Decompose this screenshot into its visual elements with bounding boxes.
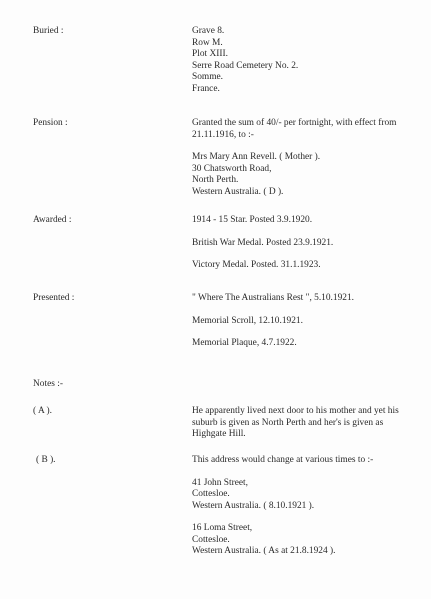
address1-street: 41 John Street, <box>192 477 248 488</box>
note-b-text-block <box>192 455 414 558</box>
burial-row: Row M. <box>192 37 223 48</box>
pension-details <box>192 118 414 198</box>
burial-details <box>192 26 414 95</box>
pension-suburb: North Perth. <box>192 175 239 185</box>
presented-plaque: Memorial Plaque, 4.7.1922. <box>192 338 297 348</box>
burial-plot: Plot XIII. <box>192 49 228 59</box>
presented-label: Presented : <box>33 293 75 303</box>
burial-country: France. <box>192 83 220 94</box>
award-star: 1914 - 15 Star. Posted 3.9.1920. <box>192 215 313 225</box>
presented-scroll: Memorial Scroll, 12.10.1921. <box>192 315 303 326</box>
note-a-label: ( A ). <box>33 406 53 416</box>
presented-list <box>192 293 414 350</box>
pension-recipient: Mrs Mary Ann Revell. ( Mother ). <box>192 152 321 162</box>
awarded-label: Awarded : <box>33 215 72 225</box>
presented-book: " Where The Australians Rest ", 5.10.1921. <box>192 293 354 303</box>
award-war-medal: British War Medal. Posted 23.9.1921. <box>192 237 334 248</box>
address1-state: Western Australia. ( 8.10.1921 ). <box>192 500 315 511</box>
pension-street: 30 Chatsworth Road, <box>192 163 272 174</box>
pension-label: Pension : <box>33 118 68 128</box>
note-a-text: He apparently lived next door to his mother and yet his suburb is given as North Perth and her's is given as Highgate Hill. <box>192 406 399 439</box>
burial-region: Somme. <box>192 72 223 82</box>
address2-suburb: Cottesloe. <box>192 534 230 545</box>
award-victory-medal: Victory Medal. Posted. 31.1.1923. <box>192 260 321 270</box>
note-b-label: ( B ). <box>36 455 56 465</box>
address2-street: 16 Loma Street, <box>192 523 253 533</box>
awards-list <box>192 215 414 272</box>
pension-grant: Granted the sum of 40/- per fortnight, with effect from 21.11.1916, to :- <box>192 118 397 140</box>
note-b-intro: This address would change at various times to :- <box>192 455 374 465</box>
burial-grave: Grave 8. <box>192 26 225 36</box>
note-a-text-block <box>192 406 414 441</box>
address1-suburb: Cottesloe. <box>192 489 230 499</box>
address2-state: Western Australia. ( As at 21.8.1924 ). <box>192 546 336 556</box>
burial-cemetery: Serre Road Cemetery No. 2. <box>192 60 299 71</box>
notes-label: Notes :- <box>33 379 63 389</box>
pension-state: Western Australia. ( D ). <box>192 186 284 197</box>
buried-label: Buried : <box>33 26 64 36</box>
